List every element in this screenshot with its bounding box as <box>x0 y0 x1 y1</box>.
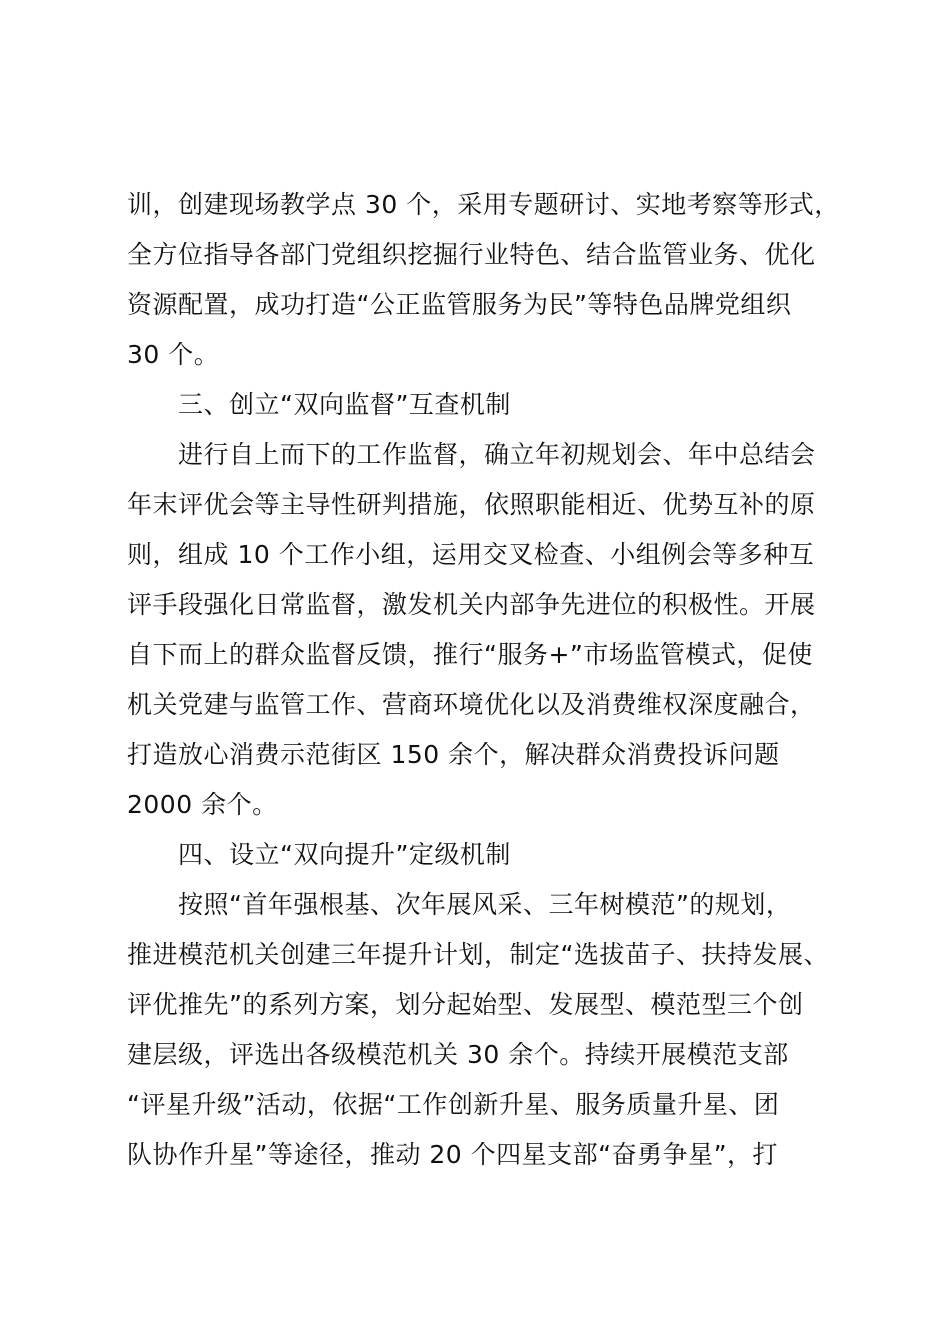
body-text-line: “评星升级”活动，依据“工作创新升星、服务质量升星、团 <box>127 1090 780 1119</box>
body-text-line: 建层级，评选出各级模范机关 30 余个。持续开展模范支部 <box>127 1040 789 1069</box>
body-text-line: 年末评优会等主导性研判措施，依照职能相近、优势互补的原 <box>127 490 816 519</box>
body-text-line: 进行自上而下的工作监督，确立年初规划会、年中总结会 <box>178 440 816 469</box>
body-text-line: 30 个。 <box>127 340 220 369</box>
body-text-line: 全方位指导各部门党组织挖掘行业特色、结合监管业务、优化 <box>127 240 816 269</box>
body-text-line: 队协作升星”等途径，推动 20 个四星支部“奋勇争星”，打 <box>127 1140 779 1169</box>
body-text-line: 则，组成 10 个工作小组，运用交叉检查、小组例会等多种互 <box>127 540 815 569</box>
body-text-line: 评优推先”的系列方案，划分起始型、发展型、模范型三个创 <box>127 990 804 1019</box>
body-text-line: 按照“首年强根基、次年展风采、三年树模范”的规划， <box>178 890 792 919</box>
section-heading-4: 四、设立“双向提升”定级机制 <box>178 840 511 869</box>
body-text-line: 打造放心消费示范街区 150 余个，解决群众消费投诉问题 <box>127 740 780 769</box>
body-text-line: 自下而上的群众监督反馈，推行“服务+”市场监管模式，促使 <box>127 640 813 669</box>
section-heading-3: 三、创立“双向监督”互查机制 <box>178 390 511 419</box>
body-text-line: 训，创建现场教学点 30 个，采用专题研讨、实地考察等形式， <box>127 190 840 219</box>
body-text-line: 机关党建与监管工作、营商环境优化以及消费维权深度融合， <box>127 690 816 719</box>
body-text-line: 推进模范机关创建三年提升计划，制定“选拔苗子、扶持发展、 <box>127 940 829 969</box>
body-text-line: 2000 余个。 <box>127 790 278 819</box>
body-text-line: 资源配置，成功打造“公正监管服务为民”等特色品牌党组织 <box>127 290 792 319</box>
body-text-line: 评手段强化日常监督，激发机关内部争先进位的积极性。开展 <box>127 590 816 619</box>
